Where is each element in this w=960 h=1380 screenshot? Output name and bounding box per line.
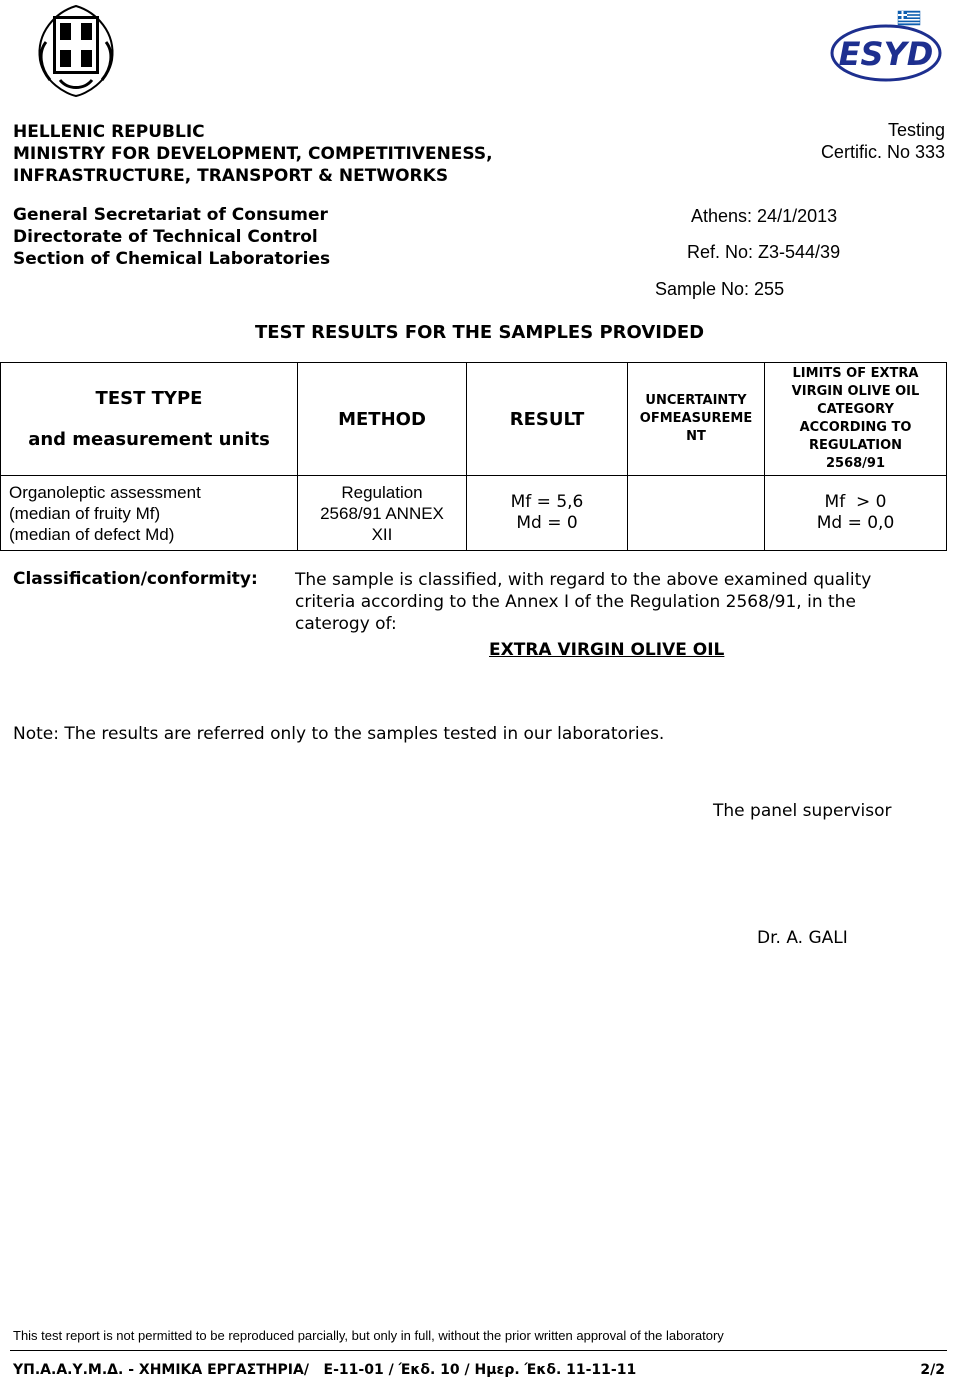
date-line: Athens: 24/1/2013 <box>691 206 838 226</box>
cell-result <box>467 476 628 551</box>
header-limits-line: 2568/91 <box>825 456 886 471</box>
disclaimer-text: This test report is not permitted to be reproduced parcially, but only in full, without the prior written approval of the laboratory <box>13 1328 724 1343</box>
header-limits-line: ACCORDING TO <box>799 420 912 435</box>
header-limits-line: REGULATION <box>808 438 903 453</box>
testing-label: Testing <box>887 120 945 140</box>
esyd-logo-text: ESYD <box>838 35 934 73</box>
department-line: Section of Chemical Laboratories <box>13 249 331 269</box>
footer-divider <box>10 1350 947 1351</box>
header-uncertainty-line: OFMEASUREME <box>639 411 753 426</box>
table-title: TEST RESULTS FOR THE SAMPLES PROVIDED <box>255 322 705 343</box>
cell-result-line: Md = 0 <box>516 513 578 533</box>
classification-line: The sample is classified, with regard to the above examined quality <box>295 570 872 590</box>
classification-text <box>295 569 935 635</box>
cell-method <box>298 476 467 551</box>
signature-role: The panel supervisor <box>713 801 892 821</box>
footer-document-code: ΥΠ.Α.Α.Υ.Μ.Δ. - ΧΗΜΙΚΑ ΕΡΓΑΣΤΗΡΙΑ/ Ε-11-01 / Έκδ. 10 / Ημερ. Έκδ. 11-11-11 <box>13 1362 637 1378</box>
header-test-type-label: TEST TYPE <box>95 388 203 409</box>
signature-name: Dr. A. GALI <box>757 928 848 948</box>
sample-number: Sample No: 255 <box>655 279 785 299</box>
header-method <box>298 363 467 476</box>
classification-result: EXTRA VIRGIN OLIVE OIL <box>489 640 725 660</box>
department-line: Directorate of Technical Control <box>13 227 318 247</box>
classification-label: Classification/conformity: <box>13 569 258 589</box>
header-result <box>467 363 628 476</box>
note-text: Note: The results are referred only to the samples tested in our laboratories. <box>13 724 665 744</box>
cell-test-line: (median of defect Md) <box>9 524 175 544</box>
cell-limits-line: Md = 0,0 <box>816 513 895 533</box>
esyd-logo-icon <box>828 5 948 85</box>
header-uncertainty-line: UNCERTAINTY <box>645 393 747 408</box>
ministry-line: INFRASTRUCTURE, TRANSPORT & NETWORKS <box>13 166 449 186</box>
header-limits-line: CATEGORY <box>817 402 894 417</box>
greek-emblem-icon <box>26 2 126 98</box>
cell-test-line: Organoleptic assessment <box>9 482 201 502</box>
cell-limits <box>765 476 947 551</box>
cell-result-line: Mf = 5,6 <box>510 492 584 512</box>
cell-method-line: XII <box>371 524 393 544</box>
department-line: General Secretariat of Consumer <box>13 205 328 225</box>
cell-method-line: Regulation <box>341 482 423 502</box>
department-header <box>13 204 330 270</box>
classification-line: criteria according to the Annex I of the Regulation 2568/91, in the <box>295 592 856 612</box>
header-uncertainty-line: NT <box>686 429 706 444</box>
ministry-line: HELLENIC REPUBLIC <box>13 122 205 142</box>
certificate-block <box>821 119 945 163</box>
table-row <box>1 476 947 551</box>
reference-number: Ref. No: Z3-544/39 <box>687 242 841 262</box>
header-uncertainty <box>628 363 765 476</box>
header-limits-line: VIRGIN OLIVE OIL <box>791 384 920 399</box>
header-test-type <box>1 363 298 476</box>
header-test-units-label: and measurement units <box>28 429 270 450</box>
cell-limits-line: Mf > 0 <box>824 492 887 512</box>
table-header-row <box>1 363 947 476</box>
ministry-header <box>13 121 493 187</box>
header-result-label: RESULT <box>509 408 585 430</box>
header-limits <box>765 363 947 476</box>
classification-line: caterogy of: <box>295 614 397 634</box>
cell-test-type <box>1 476 298 551</box>
header-limits-line: LIMITS OF EXTRA <box>792 366 919 381</box>
header-method-label: METHOD <box>338 408 426 430</box>
cell-method-line: 2568/91 ANNEX <box>320 503 444 523</box>
ministry-line: MINISTRY FOR DEVELOPMENT, COMPETITIVENESS, <box>13 144 493 164</box>
certificate-number: Certific. No 333 <box>820 142 945 162</box>
cell-uncertainty <box>628 476 765 551</box>
results-table <box>0 362 947 551</box>
page-number: 2/2 <box>920 1362 945 1378</box>
cell-test-line: (median of fruity Mf) <box>9 503 161 523</box>
